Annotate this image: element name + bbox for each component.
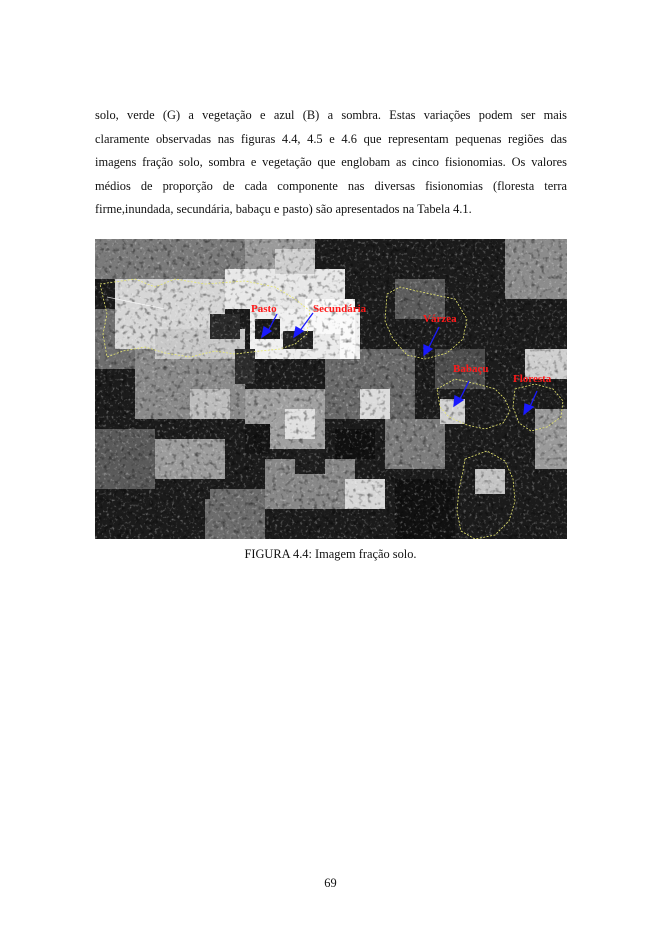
- label-pasto: Pasto: [251, 303, 277, 315]
- label-secundaria: Secundária: [313, 303, 367, 315]
- figure-caption: FIGURA 4.4: Imagem fração solo.: [244, 547, 417, 561]
- label-floresta: Floresta: [513, 373, 552, 385]
- body-line-5: firme,inundada, secundária, babaçu e pasto) são apresentados na Tabela 4.1.: [95, 202, 472, 217]
- satellite-soil-fraction-image: [95, 239, 567, 539]
- label-babacu: Babaçu: [453, 363, 489, 375]
- figure-svg: [95, 239, 567, 539]
- body-line-4: médios de proporção de cada componente nas diversas fisionomias (floresta terra: [95, 178, 567, 193]
- body-line-2: claramente observadas nas figuras 4.4, 4.5 e 4.6 que representam pequenas regiões das: [95, 131, 567, 146]
- body-line-1: solo, verde (G) a vegetação e azul (B) a sombra. Estas variações podem ser mais: [95, 108, 567, 122]
- page-number: 69: [324, 876, 337, 890]
- body-line-3: imagens fração solo, sombra e vegetação que englobam as cinco fisionomias. Os valores: [95, 155, 567, 170]
- label-varzea: Várzea: [423, 313, 457, 325]
- body-paragraph: [95, 104, 567, 222]
